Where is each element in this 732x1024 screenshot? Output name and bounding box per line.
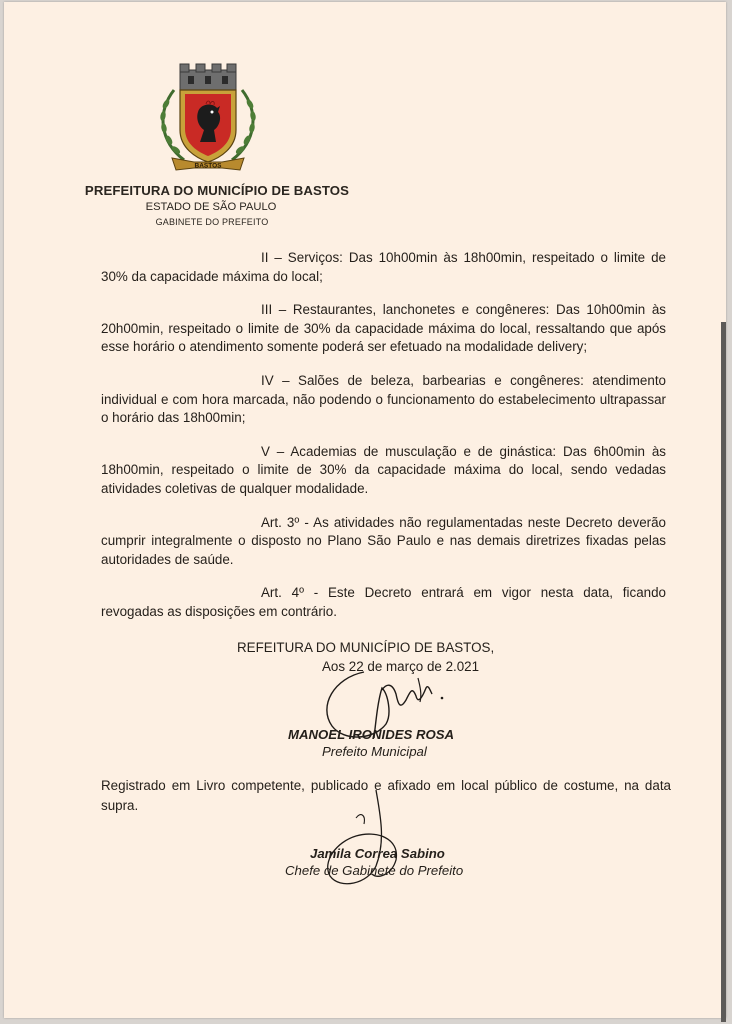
mayor-signature-icon	[316, 664, 466, 756]
paragraph-gyms: V – Academias de musculação e de ginástica: Das 6h00min às 18h00min, respeitado o limite de 30% da capacidade máxima do local, sendo vedadas atividades coletivas de qualquer modalidade.	[101, 443, 666, 496]
paragraph-restaurants: III – Restaurantes, lanchonetes e congêneres: Das 10h00min às 20h00min, respeitado o limite de 30% da capacidade máxima do local, ressaltando que após esse horário o atendimento somente poderá ser efetuado na modalidade delivery;	[101, 302, 666, 355]
office-subtitle: GABINETE DO PREFEITO	[155, 217, 269, 227]
mayor-title: Prefeito Municipal	[322, 744, 427, 759]
letterhead	[72, 182, 362, 230]
state-subtitle: ESTADO DE SÃO PAULO	[145, 201, 277, 213]
chief-title: Chefe de Gabinete do Prefeito	[285, 863, 464, 878]
page-edge-shadow	[721, 322, 726, 1022]
paragraph-article-3: Art. 3º - As atividades não regulamentadas neste Decreto deverão cumprir integralmente o disposto no Plano São Paulo e nas demais diretrizes fixadas pelas autoridades de saúde.	[101, 514, 666, 567]
closing-date: Aos 22 de março de 2.021	[322, 659, 480, 674]
paragraph-services: II – Serviços: Das 10h00min às 18h00min, respeitado o limite de 30% da capacidade máxima do local;	[101, 250, 666, 284]
document-page	[4, 2, 726, 1018]
mayor-name: MANOEL IRONIDES ROSA	[288, 727, 455, 742]
municipality-title: PREFEITURA DO MUNICÍPIO DE BASTOS	[84, 183, 350, 198]
municipal-crest-icon	[154, 60, 262, 176]
paragraph-salons: IV – Salões de beleza, barbearias e congêneres: atendimento individual e com hora marcada, não podendo o funcionamento do estabelecimento ultrapassar o horário das 18h00min;	[101, 372, 666, 426]
registration-note: Registrado em Livro competente, publicado e afixado em local público de costume, na data supra.	[101, 778, 671, 813]
chief-name: Jamila Correa Sabino	[310, 846, 445, 861]
paragraph-article-4: Art. 4º - Este Decreto entrará em vigor nesta data, ficando revogadas as disposições em contrário.	[101, 585, 666, 619]
decree-body	[101, 249, 666, 637]
closing-place: REFEITURA DO MUNICÍPIO DE BASTOS,	[237, 640, 495, 655]
crest-ribbon-text: BASTOS	[194, 162, 222, 170]
